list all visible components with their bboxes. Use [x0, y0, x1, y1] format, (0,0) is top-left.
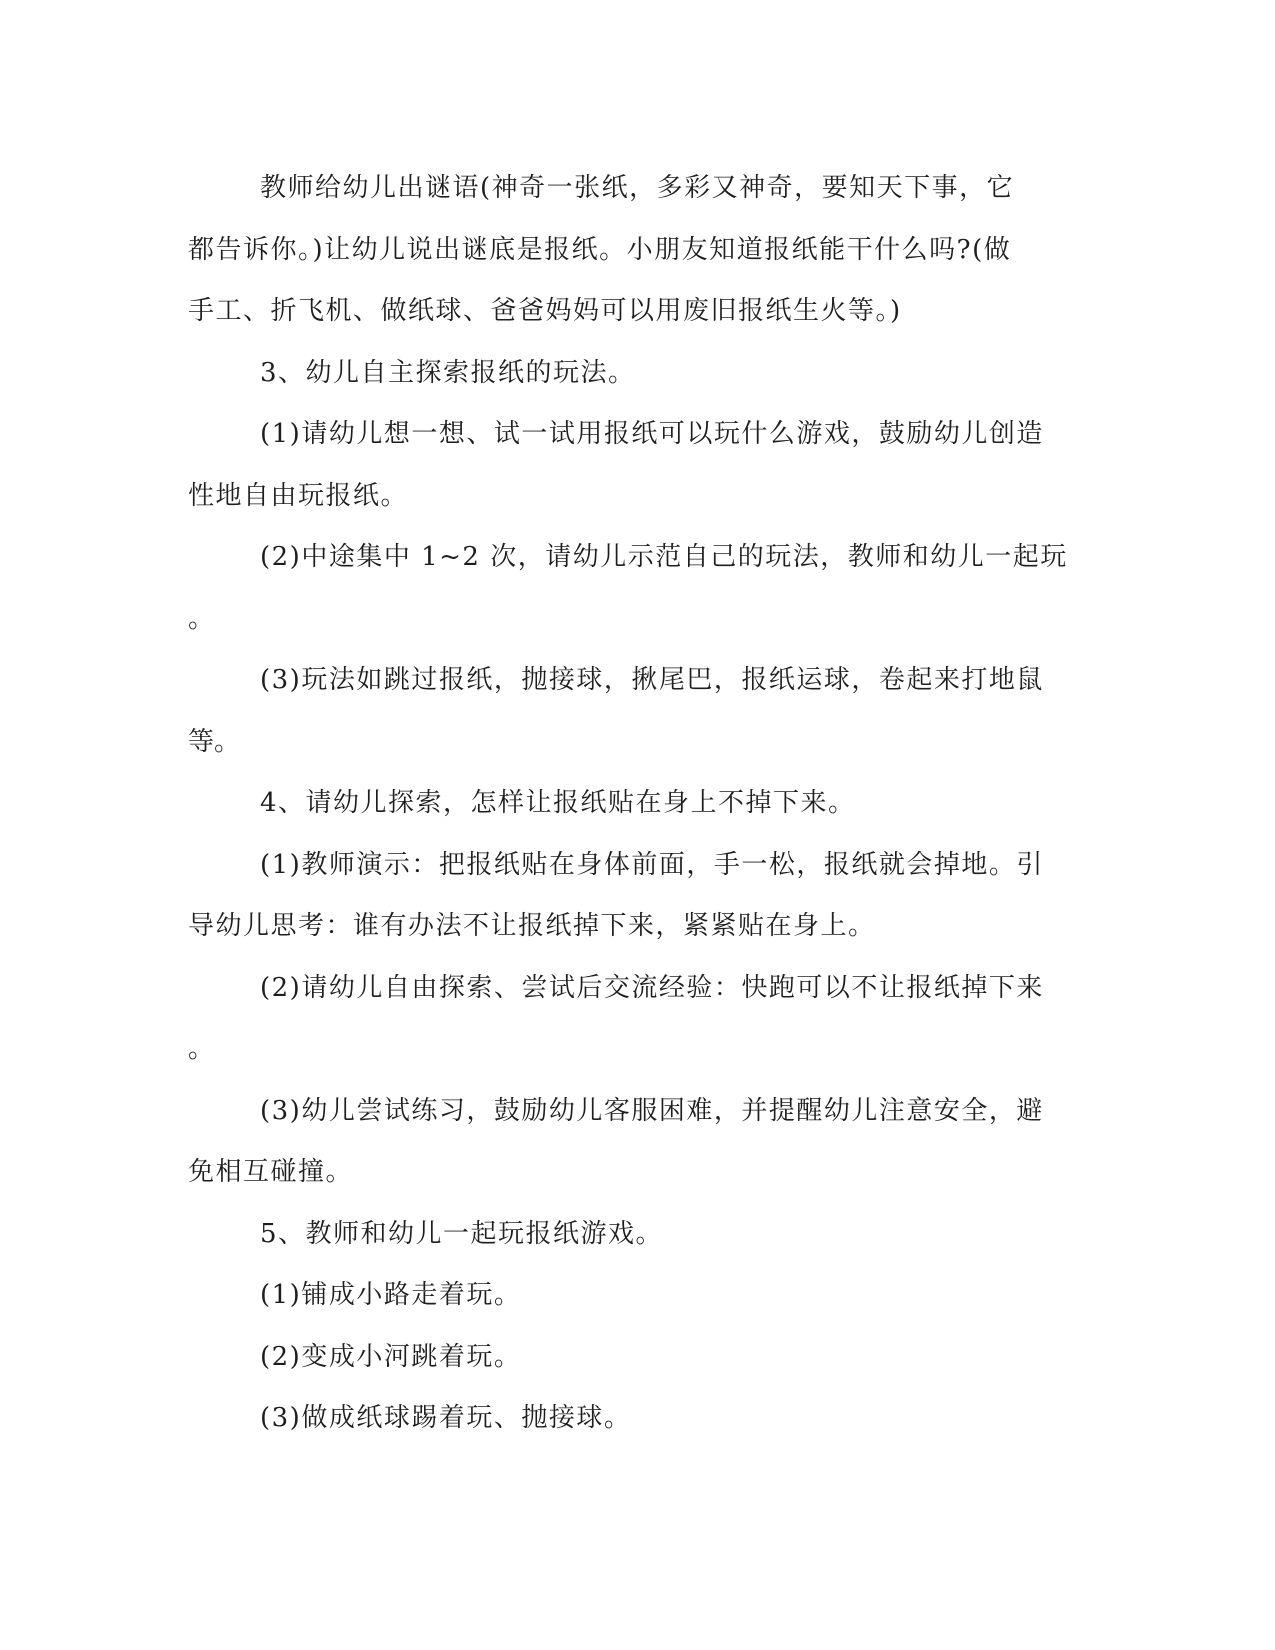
- text-line: 都告诉你。)让幼儿说出谜底是报纸。小朋友知道报纸能干什么吗?(做: [188, 234, 1012, 265]
- text-line: 等。: [188, 726, 241, 757]
- text-line: (3)玩法如跳过报纸，抛接球，揪尾巴，报纸运球，卷起来打地鼠: [260, 665, 1044, 695]
- text-line: (1)请幼儿想一想、试一试用报纸可以玩什么游戏，鼓励幼儿创造: [260, 419, 1044, 449]
- text-line: (3)幼儿尝试练习，鼓励幼儿客服困难，并提醒幼儿注意安全，避: [260, 1095, 1044, 1126]
- text-line: (2)中途集中 1~2 次，请幼儿示范自己的玩法，教师和幼儿一起玩: [260, 542, 1068, 572]
- text-line: 4、请幼儿探索，怎样让报纸贴在身上不掉下来。: [260, 788, 856, 818]
- text-line: 教师给幼儿出谜语(神奇一张纸，多彩又神奇，要知天下事，它: [260, 173, 1015, 203]
- text-line: 。: [188, 603, 215, 634]
- text-line: 导幼儿思考：谁有办法不让报纸掉下来，紧紧贴在身上。: [188, 911, 876, 941]
- text-line: (2)变成小河跳着玩。: [260, 1341, 522, 1372]
- text-line: (2)请幼儿自由探索、尝试后交流经验：快跑可以不让报纸掉下来: [260, 972, 1044, 1003]
- text-line: (3)做成纸球踢着玩、抛接球。: [260, 1403, 632, 1433]
- text-line: 5、教师和幼儿一起玩报纸游戏。: [260, 1218, 664, 1249]
- text-line: (1)教师演示：把报纸贴在身体前面，手一松，报纸就会掉地。引: [260, 849, 1044, 880]
- document-body: [188, 158, 1071, 1450]
- text-line: (1)铺成小路走着玩。: [260, 1280, 522, 1310]
- text-line: 。: [188, 1034, 215, 1064]
- text-line: 手工、折飞机、做纸球、爸爸妈妈可以用废旧报纸生火等。): [188, 296, 902, 326]
- text-line: 免相互碰撞。: [188, 1157, 354, 1187]
- text-line: 性地自由玩报纸。: [188, 480, 409, 511]
- text-line: 3、幼儿自主探索报纸的玩法。: [260, 357, 636, 388]
